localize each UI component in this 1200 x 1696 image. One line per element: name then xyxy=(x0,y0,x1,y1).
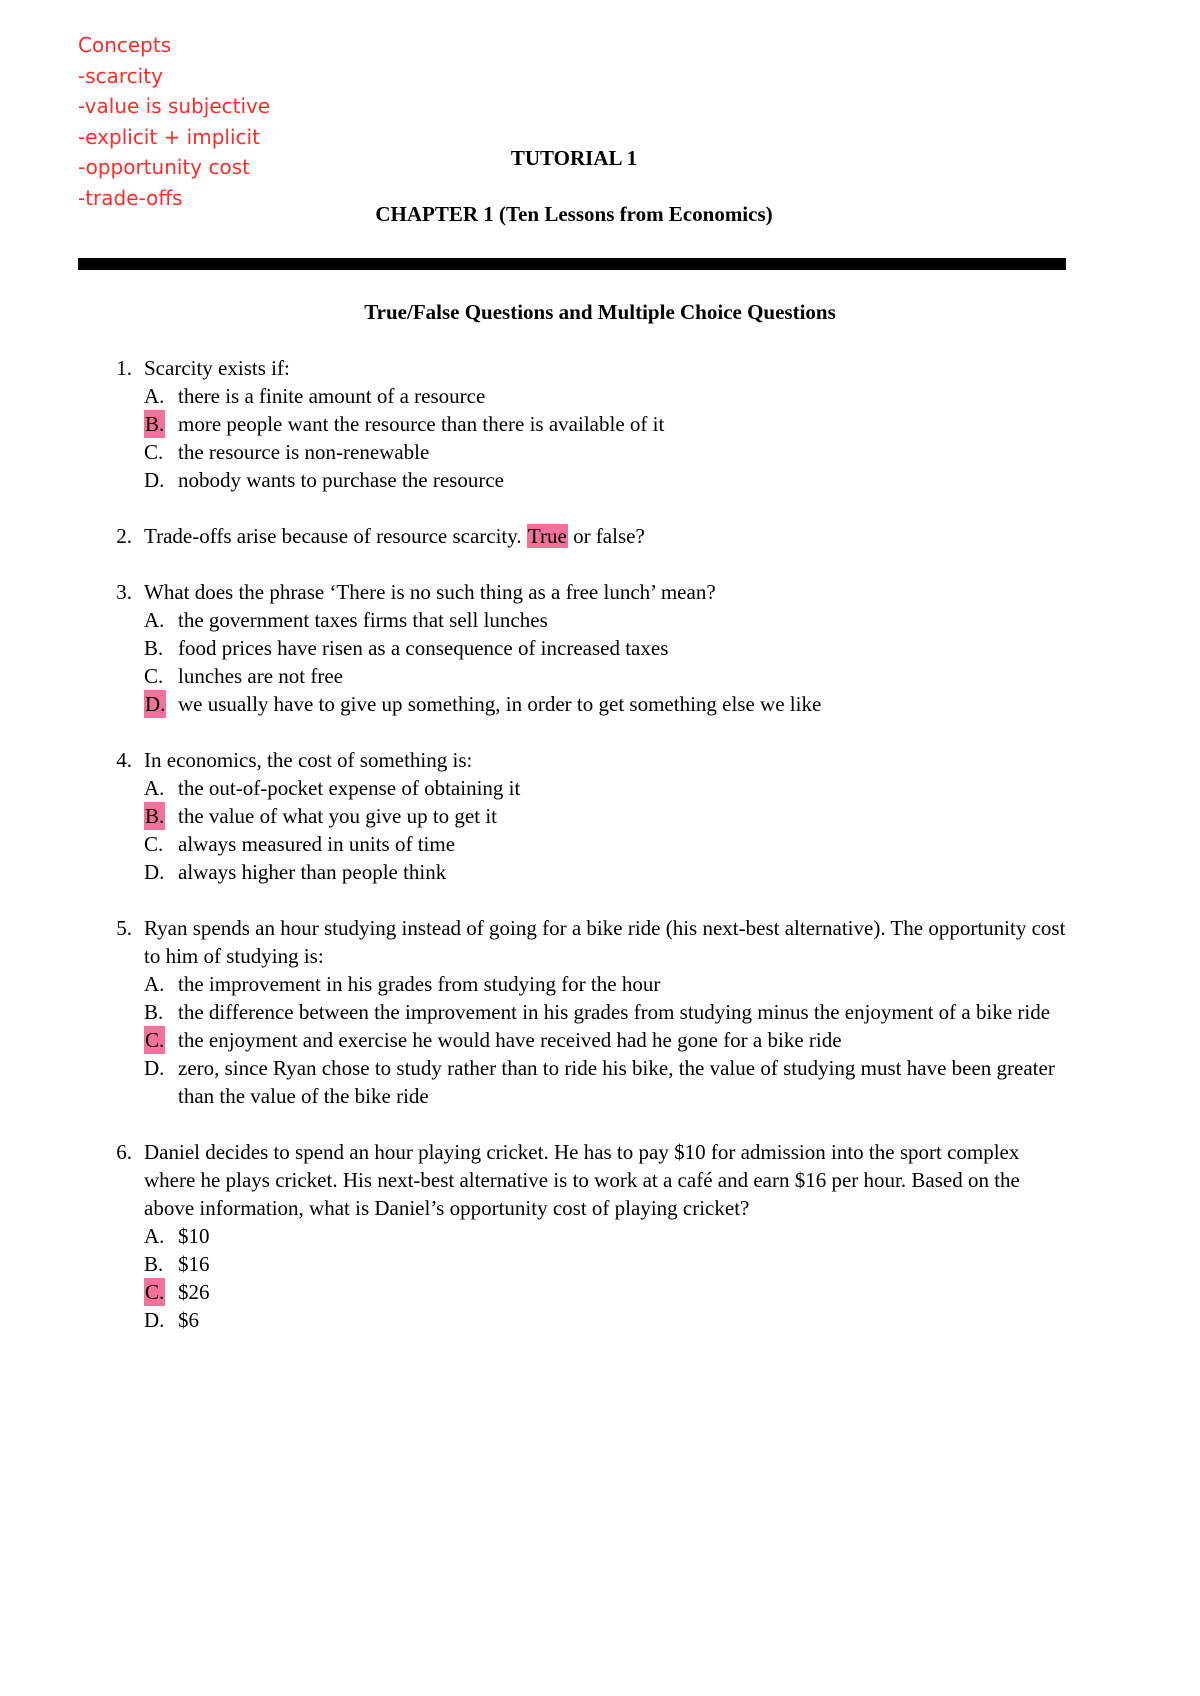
option-letter: A. xyxy=(144,384,165,408)
option-d xyxy=(144,1306,1068,1334)
option-text: $10 xyxy=(178,1224,210,1248)
answer-highlight: C. xyxy=(145,1028,165,1052)
answer-highlight: D. xyxy=(145,692,166,716)
notes-line: Concepts xyxy=(78,33,172,57)
option-c xyxy=(144,662,1068,690)
option-letter: C. xyxy=(144,664,164,688)
question-number: 4. xyxy=(116,748,132,772)
answer-highlight: C. xyxy=(145,1280,165,1304)
question-4 xyxy=(98,746,1068,886)
option-letter: D. xyxy=(144,1308,165,1332)
option-letter: D. xyxy=(144,468,165,492)
option-text: there is a finite amount of a resource xyxy=(178,384,486,408)
option-c xyxy=(144,438,1068,466)
option-b xyxy=(144,998,1068,1026)
stem-text: or false? xyxy=(573,524,645,548)
option-letter: C. xyxy=(144,832,164,856)
question-stem xyxy=(144,522,1068,550)
notes-line: -value is subjective xyxy=(78,94,271,118)
option-letter: D. xyxy=(144,860,165,884)
option-b xyxy=(144,410,1068,438)
option-c xyxy=(144,1026,1068,1054)
option-text: nobody wants to purchase the resource xyxy=(178,468,504,492)
chapter-title: CHAPTER 1 (Ten Lessons from Economics) xyxy=(375,202,773,226)
notes-line: -explicit + implicit xyxy=(78,124,260,149)
option-text: always higher than people think xyxy=(178,860,447,884)
option-letter: B. xyxy=(144,1252,164,1276)
option-text: food prices have risen as a consequence of increased taxes xyxy=(178,636,669,660)
option-letter: A. xyxy=(144,608,165,632)
notes-line: -trade-offs xyxy=(78,185,183,210)
option-text: $16 xyxy=(178,1252,210,1276)
question-number: 2. xyxy=(116,524,132,548)
answer-highlight: True xyxy=(527,524,567,548)
option-text: always measured in units of time xyxy=(178,832,456,856)
option-letter: A. xyxy=(144,776,165,800)
option-a xyxy=(144,1222,1068,1250)
option-d xyxy=(144,690,1068,718)
option-letter: D. xyxy=(144,1056,165,1080)
option-a xyxy=(144,970,1068,998)
question-stem: Daniel decides to spend an hour playing cricket. He has to pay $10 for admission into the sport complex where he plays cricket. His next-best alternative is to work at a café and earn $16 per hour. Based on the above information, what is Daniel’s opportunity cost of playing cricket? xyxy=(144,1140,1020,1220)
question-2 xyxy=(98,522,1068,550)
question-3 xyxy=(98,578,1068,718)
answer-highlight: B. xyxy=(145,412,165,436)
question-1 xyxy=(98,354,1068,494)
option-text: the enjoyment and exercise he would have received had he gone for a bike ride xyxy=(178,1028,842,1052)
option-text: lunches are not free xyxy=(178,664,343,688)
notes-line: -scarcity xyxy=(78,63,163,88)
question-stem: In economics, the cost of something is: xyxy=(144,748,473,772)
option-c xyxy=(144,830,1068,858)
option-letter: B. xyxy=(144,1000,164,1024)
option-text: the government taxes firms that sell lunches xyxy=(178,608,548,632)
section-title: True/False Questions and Multiple Choice Questions xyxy=(364,300,836,324)
question-stem: What does the phrase ‘There is no such thing as a free lunch’ mean? xyxy=(144,580,716,604)
question-number: 1. xyxy=(116,356,132,380)
option-text: the value of what you give up to get it xyxy=(178,804,498,828)
option-text: more people want the resource than there is available of it xyxy=(178,412,665,436)
question-number: 6. xyxy=(116,1140,132,1164)
question-6 xyxy=(98,1138,1068,1334)
option-text: the difference between the improvement in his grades from studying minus the enjoyment of a bike ride xyxy=(178,1000,1051,1024)
option-text: the resource is non-renewable xyxy=(178,440,430,464)
option-letter: C. xyxy=(144,440,164,464)
answer-highlight: B. xyxy=(145,804,165,828)
option-letter: B. xyxy=(144,636,164,660)
option-a xyxy=(144,606,1068,634)
stem-text: Trade-offs arise because of resource scarcity. xyxy=(144,524,522,548)
option-a xyxy=(144,774,1068,802)
page-title: TUTORIAL 1 xyxy=(510,146,638,170)
option-letter: A. xyxy=(144,1224,165,1248)
option-d xyxy=(144,1054,1068,1110)
handwritten-notes xyxy=(78,30,270,213)
question-stem: Ryan spends an hour studying instead of going for a bike ride (his next-best alternative). The opportunity cost to him of studying is: xyxy=(144,916,1066,968)
option-text: $6 xyxy=(178,1308,199,1332)
question-number: 5. xyxy=(116,916,132,940)
notes-line: -opportunity cost xyxy=(78,155,250,179)
option-c xyxy=(144,1278,1068,1306)
option-d xyxy=(144,466,1068,494)
option-text: $26 xyxy=(178,1280,210,1304)
option-b xyxy=(144,1250,1068,1278)
question-list xyxy=(98,354,1068,1362)
question-number: 3. xyxy=(116,580,132,604)
option-letter: A. xyxy=(144,972,165,996)
option-text: the improvement in his grades from studying for the hour xyxy=(178,972,661,996)
option-b xyxy=(144,634,1068,662)
question-stem: Scarcity exists if: xyxy=(144,356,290,380)
option-text: the out-of-pocket expense of obtaining it xyxy=(178,776,521,800)
option-text: we usually have to give up something, in order to get something else we like xyxy=(178,692,822,716)
option-a xyxy=(144,382,1068,410)
option-text: zero, since Ryan chose to study rather than to ride his bike, the value of studying must have been greater than the value of the bike ride xyxy=(178,1056,1055,1108)
question-5 xyxy=(98,914,1068,1110)
option-b xyxy=(144,802,1068,830)
divider xyxy=(78,258,1066,270)
option-d xyxy=(144,858,1068,886)
